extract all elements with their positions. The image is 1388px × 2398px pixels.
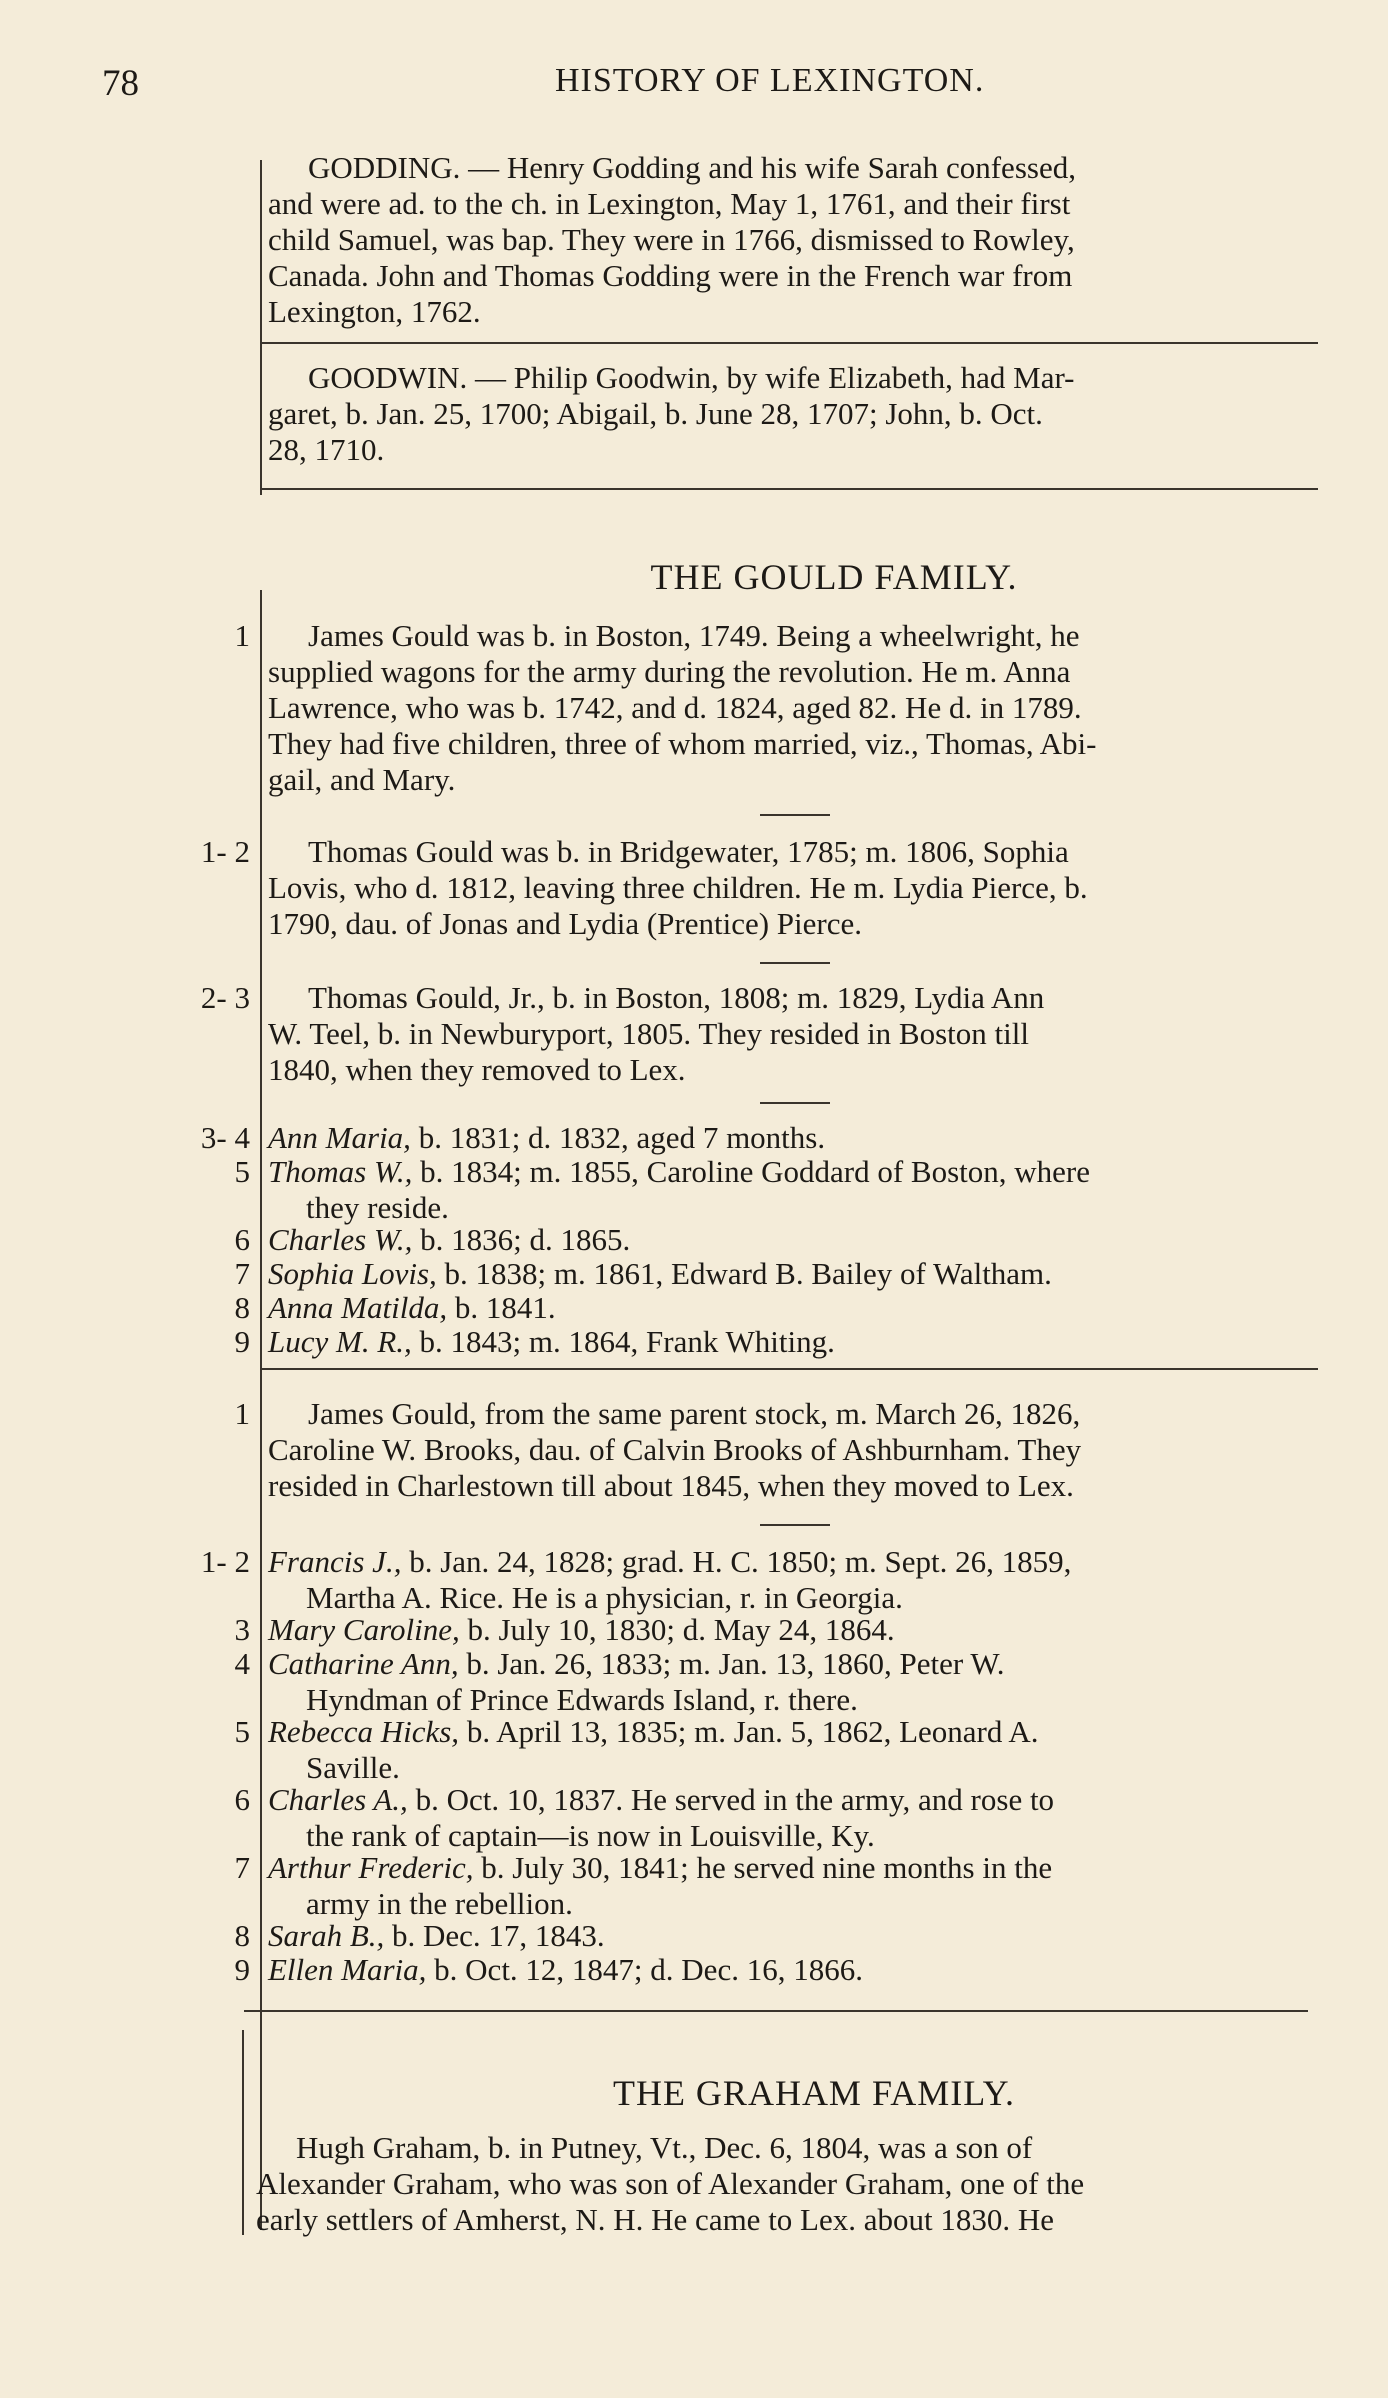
margin-number: 1 xyxy=(234,1396,250,1431)
child-entry xyxy=(268,1782,1318,1854)
child-entry xyxy=(268,1256,1318,1292)
margin-number: 8 xyxy=(234,1918,250,1953)
child-name: Ellen Maria, xyxy=(268,1952,427,1987)
section-rule xyxy=(262,488,1318,490)
graham-family-heading: THE GRAHAM FAMILY. xyxy=(612,2073,1016,2113)
child-details-continued: Saville. xyxy=(306,1750,400,1785)
margin-number: 2- 3 xyxy=(200,980,250,1015)
child-details: b. Jan. 26, 1833; m. Jan. 13, 1860, Peter W. xyxy=(458,1646,1005,1681)
child-name: Ann Maria, xyxy=(268,1120,411,1155)
margin-number: 4 xyxy=(234,1646,250,1681)
child-name: Sarah B., xyxy=(268,1918,385,1953)
child-details-continued: Hyndman of Prince Edwards Island, r. there. xyxy=(306,1682,858,1717)
margin-number: 3 xyxy=(234,1612,250,1647)
child-entry xyxy=(268,1222,1318,1258)
child-name: Francis J., xyxy=(268,1544,402,1579)
child-entry xyxy=(268,1120,1318,1156)
margin-number: 3- 4 xyxy=(200,1120,250,1155)
margin-number: 7 xyxy=(234,1850,250,1885)
child-details: b. April 13, 1835; m. Jan. 5, 1862, Leonard A. xyxy=(459,1714,1039,1749)
child-entry xyxy=(268,1290,1318,1326)
section-rule xyxy=(262,342,1318,344)
margin-number: 8 xyxy=(234,1290,250,1325)
child-details: b. 1843; m. 1864, Frank Whiting. xyxy=(411,1324,835,1359)
graham-hugh-entry: Hugh Graham, b. in Putney, Vt., Dec. 6, 1804, was a son of Alexander Graham, who was son of Alexander Graham, one of the early settlers of Amherst, N. H. He came to Lex. about 1830. He xyxy=(256,2130,1085,2237)
child-details: b. 1836; d. 1865. xyxy=(412,1222,631,1257)
child-entry xyxy=(268,1154,1318,1226)
short-rule xyxy=(760,1524,830,1526)
margin-number: 6 xyxy=(234,1782,250,1817)
child-details: b. Dec. 17, 1843. xyxy=(384,1918,605,1953)
child-name: Thomas W., xyxy=(268,1154,413,1189)
gould-thomas-jr-entry: Thomas Gould, Jr., b. in Boston, 1808; m. 1829, Lydia Ann W. Teel, b. in Newburyport, 1805. They resided in Boston till 1840, when they removed to Lex. xyxy=(268,980,1045,1087)
short-rule xyxy=(760,962,830,964)
running-head: HISTORY OF LEXINGTON. xyxy=(555,62,985,99)
child-name: Charles W., xyxy=(268,1222,413,1257)
margin-number: 5 xyxy=(234,1714,250,1749)
child-details: b. Jan. 24, 1828; grad. H. C. 1850; m. Sept. 26, 1859, xyxy=(401,1544,1072,1579)
column-rule xyxy=(260,590,262,2230)
child-entry xyxy=(268,1324,1318,1360)
godding-entry: GODDING. — Henry Godding and his wife Sarah confessed, and were ad. to the ch. in Lexington, May 1, 1761, and their first child Samuel, was bap. They were in 1766, dismissed to Rowley, Canada. John and Thomas Godding were in the French war from Lexington, 1762. xyxy=(268,150,1076,329)
child-entry xyxy=(268,1918,1318,1954)
child-details: b. 1838; m. 1861, Edward B. Bailey of Waltham. xyxy=(436,1256,1052,1291)
child-details: b. Oct. 10, 1837. He served in the army, and rose to xyxy=(407,1782,1055,1817)
child-entry xyxy=(268,1612,1318,1648)
child-entry xyxy=(268,1952,1318,1988)
column-rule xyxy=(242,2030,244,2235)
column-rule xyxy=(260,160,262,495)
page-header xyxy=(0,62,1388,112)
child-name: Sophia Lovis, xyxy=(268,1256,437,1291)
child-entry xyxy=(268,1646,1318,1718)
child-name: Anna Matilda, xyxy=(268,1290,448,1325)
gould-family-heading: THE GOULD FAMILY. xyxy=(650,557,1018,597)
child-name: Charles A., xyxy=(268,1782,408,1817)
short-rule xyxy=(760,814,830,816)
child-entry xyxy=(268,1850,1318,1922)
margin-number: 6 xyxy=(234,1222,250,1257)
child-details: b. July 10, 1830; d. May 24, 1864. xyxy=(459,1612,895,1647)
section-rule xyxy=(262,1368,1318,1370)
gould-james-entry: James Gould was b. in Boston, 1749. Being a wheelwright, he supplied wagons for the army during the revolution. He m. Anna Lawrence, who was b. 1742, and d. 1824, aged 82. He d. in 1789. They had five children, three of whom married, viz., Thomas, Abi- gail, and Mary. xyxy=(268,618,1097,797)
child-name: Rebecca Hicks, xyxy=(268,1714,460,1749)
child-name: Mary Caroline, xyxy=(268,1612,460,1647)
godding-lead: GODDING. — Henry Godding xyxy=(308,150,701,185)
child-entry xyxy=(268,1544,1318,1616)
child-details: b. 1841. xyxy=(447,1290,556,1325)
margin-number: 1- 2 xyxy=(200,834,250,869)
child-entry xyxy=(268,1714,1318,1786)
child-details-continued: the rank of captain—is now in Louisville, Ky. xyxy=(306,1818,875,1853)
section-rule xyxy=(244,2010,1308,2012)
page-number: 78 xyxy=(102,63,139,104)
child-details: b. July 30, 1841; he served nine months in the xyxy=(473,1850,1053,1885)
child-name: Arthur Frederic, xyxy=(268,1850,474,1885)
child-details-continued: Martha A. Rice. He is a physician, r. in Georgia. xyxy=(306,1580,903,1615)
child-details: b. Oct. 12, 1847; d. Dec. 16, 1866. xyxy=(426,1952,863,1987)
child-details-continued: army in the rebellion. xyxy=(306,1886,573,1921)
goodwin-entry: GOODWIN. — Philip Goodwin, by wife Elizabeth, had Mar- garet, b. Jan. 25, 1700; Abigail, b. June 28, 1707; John, b. Oct. 28, 1710. xyxy=(268,360,1075,467)
short-rule xyxy=(760,1102,830,1104)
child-name: Catharine Ann, xyxy=(268,1646,459,1681)
margin-number: 1- 2 xyxy=(200,1544,250,1579)
child-details: b. 1834; m. 1855, Caroline Goddard of Boston, where xyxy=(412,1154,1091,1189)
child-name: Lucy M. R., xyxy=(268,1324,412,1359)
margin-number: 9 xyxy=(234,1952,250,1987)
child-details: b. 1831; d. 1832, aged 7 months. xyxy=(410,1120,826,1155)
gould-thomas-entry: Thomas Gould was b. in Bridgewater, 1785; m. 1806, Sophia Lovis, who d. 1812, leaving three children. He m. Lydia Pierce, b. 1790, dau. of Jonas and Lydia (Prentice) Pierce. xyxy=(268,834,1088,941)
margin-number: 7 xyxy=(234,1256,250,1291)
child-details-continued: they reside. xyxy=(306,1190,449,1225)
margin-number: 9 xyxy=(234,1324,250,1359)
gould-james-2-entry: James Gould, from the same parent stock, m. March 26, 1826, Caroline W. Brooks, dau. of Calvin Brooks of Ashburnham. They resided in Charlestown till about 1845, when they moved to Lex. xyxy=(268,1396,1082,1503)
margin-number: 1 xyxy=(234,618,250,653)
margin-number: 5 xyxy=(234,1154,250,1189)
